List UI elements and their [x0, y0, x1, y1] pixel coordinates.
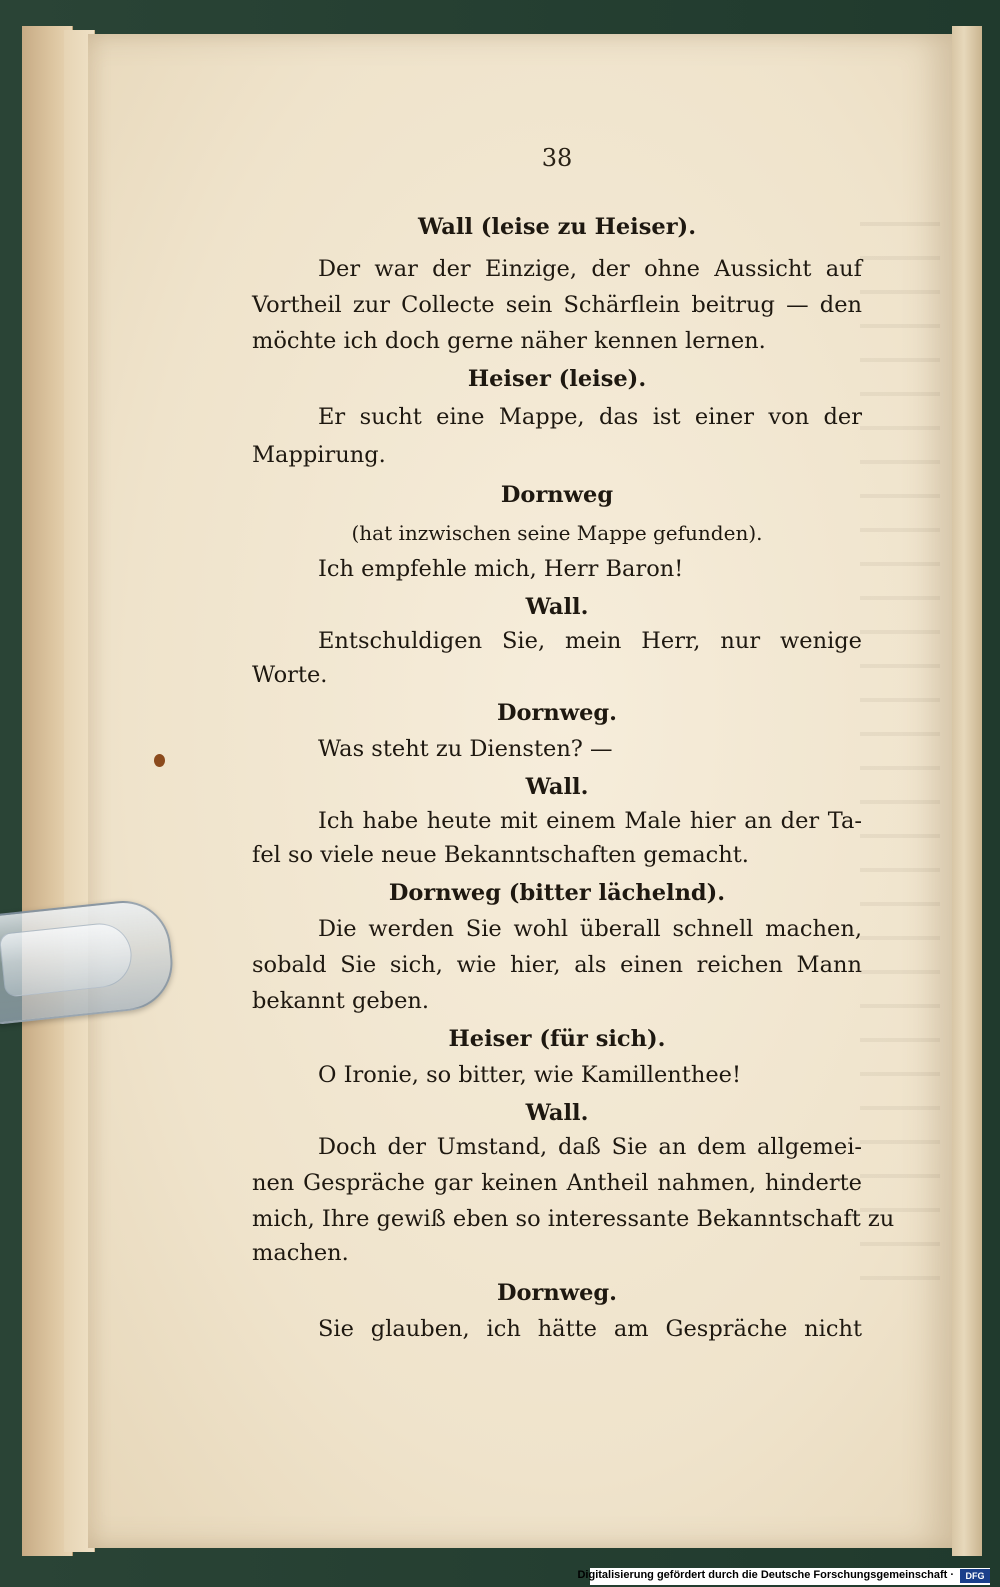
- text-line: Die werden Sie wohl überall schnell machen,: [318, 916, 862, 942]
- dfg-logo: DFG: [960, 1569, 990, 1583]
- text-line: Sie glauben, ich hätte am Gespräche nicht: [318, 1316, 862, 1342]
- text-line: Ich empfehle mich, Herr Baron!: [318, 556, 684, 582]
- speaker-line: Wall (leise zu Heiser).: [417, 214, 697, 240]
- text-line: Er sucht eine Mappe, das ist einer von der: [318, 404, 862, 430]
- text-line: bekannt geben.: [252, 988, 430, 1014]
- speaker-line: Dornweg.: [497, 700, 617, 726]
- page-clip-highlight: [0, 920, 135, 997]
- speaker-line: Heiser (für sich).: [448, 1026, 666, 1052]
- speaker-line: Wall.: [525, 1100, 589, 1126]
- stain-spot: [154, 754, 165, 767]
- text-line: Entschuldigen Sie, mein Herr, nur wenige: [318, 628, 862, 654]
- stage-direction-line: (hat inzwischen seine Mappe gefunden).: [351, 521, 763, 545]
- text-line: machen.: [252, 1240, 349, 1266]
- text-line: Vortheil zur Collecte sein Schärflein beitrug — den: [252, 292, 862, 318]
- speaker-line: Heiser (leise).: [467, 366, 647, 392]
- speaker-line: Dornweg.: [497, 1280, 617, 1306]
- text-line: nen Gespräche gar keinen Antheil nahmen, hinderte: [252, 1170, 862, 1196]
- speaker-line: Wall.: [525, 774, 589, 800]
- text-line: fel so viele neue Bekanntschaften gemacht.: [252, 842, 749, 868]
- bleed-through-texture: [860, 200, 940, 1300]
- text-line: Ich habe heute mit einem Male hier an der Ta-: [318, 808, 862, 834]
- speaker-line: Dornweg (bitter lächelnd).: [388, 880, 726, 906]
- speaker-line: Wall.: [525, 594, 589, 620]
- text-line: Mappirung.: [252, 442, 386, 468]
- text-line: sobald Sie sich, wie hier, als einen reichen Mann: [252, 952, 862, 978]
- page-gutter-edge: [952, 26, 982, 1556]
- text-line: mich, Ihre gewiß eben so interessante Bekanntschaft zu: [252, 1206, 895, 1232]
- text-line: möchte ich doch gerne näher kennen lernen.: [252, 328, 766, 354]
- speaker-line: Dornweg: [500, 482, 614, 508]
- text-line: O Ironie, so bitter, wie Kamillenthee!: [318, 1062, 742, 1088]
- page-number: 38: [541, 144, 573, 172]
- footer-credit: Digitalisierung gefördert durch die Deutsche Forschungsgemeinschaft ·: [577, 1569, 954, 1581]
- text-line: Doch der Umstand, daß Sie an dem allgemei-: [318, 1134, 862, 1160]
- text-line: Der war der Einzige, der ohne Aussicht auf: [318, 256, 862, 282]
- text-line: Worte.: [252, 662, 328, 688]
- text-line: Was steht zu Diensten? —: [318, 736, 613, 762]
